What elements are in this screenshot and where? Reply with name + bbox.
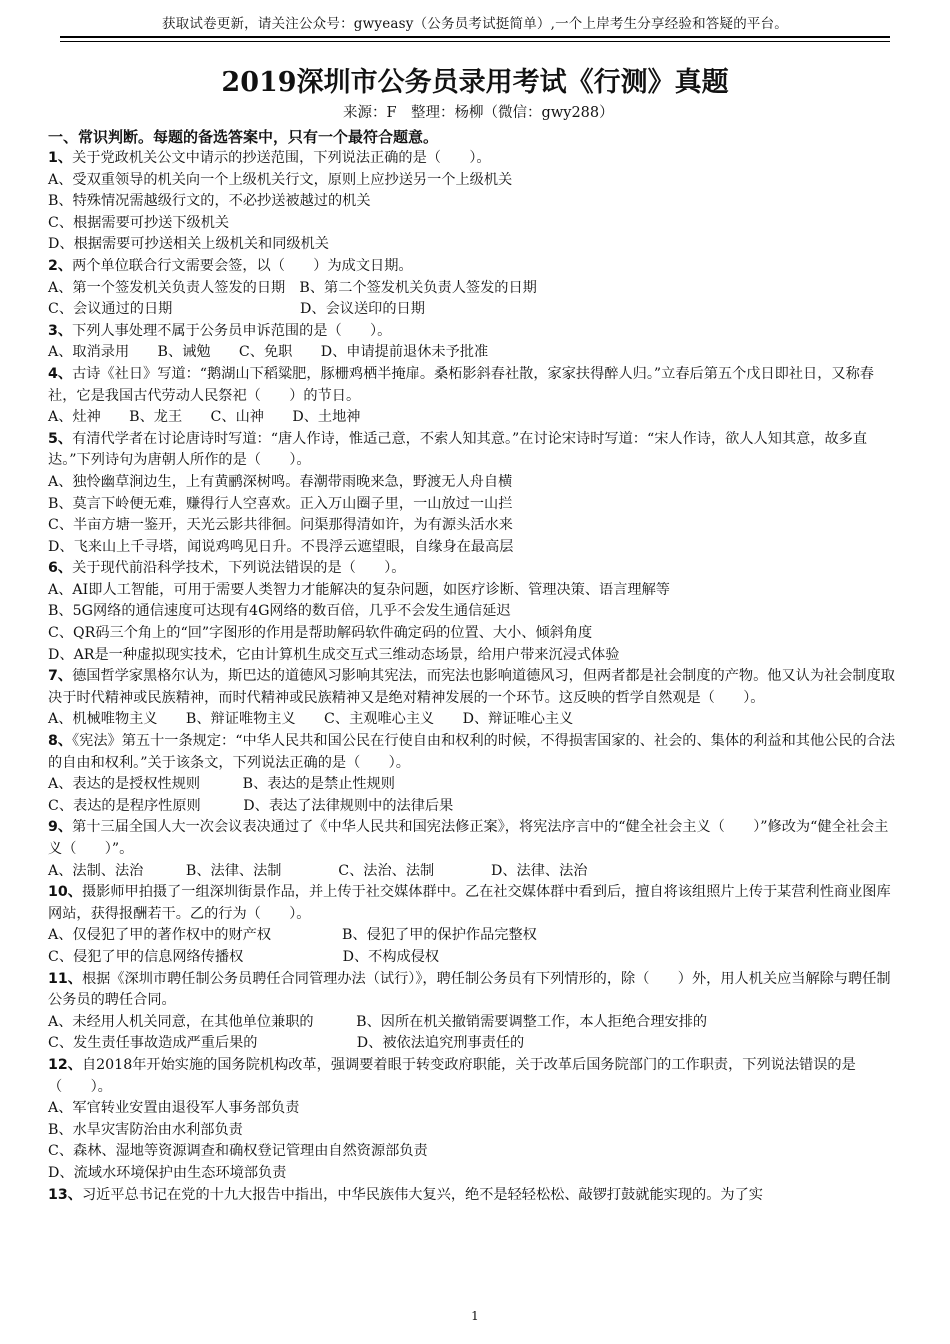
- question-number: 5、: [48, 430, 73, 447]
- answer-option: C、半亩方塘一鉴开，天光云影共徘徊。问渠那得清如许，为有源头活水来: [48, 517, 513, 534]
- answer-option: C、侵犯了甲的信息网络传播权 D、不构成侵权: [48, 948, 440, 965]
- page-title: 2019深圳市公务员录用考试《行测》真题: [221, 67, 729, 98]
- answer-option: C、会议通过的日期 D、会议送印的日期: [48, 301, 425, 318]
- answer-option: C、根据需要可抄送下级机关: [48, 214, 230, 231]
- question-text: 下列人事处理不属于公务员申诉范围的是（ ）。: [72, 322, 392, 339]
- question-number: 7、: [48, 668, 73, 685]
- question-text: 第十三届全国人大一次会议表决通过了《中华人民共和国宪法修正案》，将宪法序言中的“健全社会主义（ ）”修改为“健全社会主义（ ）”。: [48, 819, 889, 857]
- question-block: [48, 731, 898, 817]
- question-block: [48, 1055, 898, 1185]
- question-number: 13、: [48, 1186, 82, 1203]
- question-block: [48, 321, 898, 364]
- question-block: [48, 882, 898, 968]
- question-number: 6、: [48, 560, 73, 577]
- question-text: 《宪法》第五十一条规定：“中华人民共和国公民在行使自由和权利的时候，不得损害国家的、社会的、集体的利益和其他公民的合法的自由和权利。”关于该条文，下列说法正确的是（ ）。: [48, 733, 896, 771]
- header-note: 获取试卷更新，请关注公众号：gwyeasy（公务员考试挺简单）,一个上岸考生分享经验和答疑的平台。: [161, 16, 788, 32]
- question-stem: [48, 558, 898, 580]
- answer-option: A、独怜幽草涧边生，上有黄鹂深树鸣。春潮带雨晚来急，野渡无人舟自横: [48, 473, 513, 490]
- answer-option: B、水旱灾害防治由水利部负责: [48, 1121, 243, 1138]
- answer-option: A、仅侵犯了甲的著作权中的财产权 B、侵犯了甲的保护作品完整权: [48, 927, 537, 944]
- section-heading: 一、常识判断。每题的备选答案中，只有一个最符合题意。: [48, 128, 439, 146]
- question-stem: [48, 666, 898, 709]
- question-stem: [48, 1055, 898, 1098]
- answer-option: D、流域水环境保护由生态环境部负责: [48, 1164, 287, 1181]
- question-text: 习近平总书记在党的十九大报告中指出，中华民族伟大复兴，绝不是轻轻松松、敲锣打鼓就能实现的。为了实: [81, 1186, 763, 1203]
- question-stem: [48, 256, 898, 278]
- answer-option: A、法制、法治 B、法律、法制 C、法治、法制 D、法律、法治: [48, 862, 588, 879]
- question-text: 摄影师甲拍摄了一组深圳街景作品，并上传于社交媒体群中。乙在社交媒体群中看到后，擅自将该组照片上传于某营利性商业图库网站，获得报酬若干。乙的行为（ ）。: [48, 884, 891, 922]
- page-number: 1: [471, 1309, 479, 1323]
- answer-option: A、AI即人工智能，可用于需要人类智力才能解决的复杂问题，如医疗诊断、管理决策、语言理解等: [48, 581, 670, 598]
- answer-option: C、QR码三个角上的“回”字图形的作用是帮助解码软件确定码的位置、大小、倾斜角度: [48, 625, 593, 642]
- answer-option: A、表达的是授权性规则 B、表达的是禁止性规则: [48, 776, 395, 793]
- question-number: 11、: [48, 970, 82, 987]
- question-stem: [48, 882, 898, 925]
- question-text: 关于现代前沿科学技术，下列说法错误的是（ ）。: [72, 560, 406, 577]
- question-list: [48, 148, 898, 1206]
- question-number: 2、: [48, 257, 73, 274]
- question-stem: [48, 364, 898, 407]
- question-number: 4、: [48, 365, 73, 382]
- answer-option: D、飞来山上千寻塔，闻说鸡鸣见日升。不畏浮云遮望眼，自缘身在最高层: [48, 538, 514, 555]
- document-body: [48, 126, 898, 1206]
- question-number: 12、: [48, 1056, 82, 1073]
- question-stem: [48, 1185, 898, 1207]
- question-stem: [48, 817, 898, 860]
- question-block: [48, 558, 898, 666]
- question-stem: [48, 148, 898, 170]
- question-number: 3、: [48, 322, 73, 339]
- answer-option: A、取消录用 B、诫勉 C、免职 D、申请提前退休未予批准: [48, 344, 489, 361]
- question-block: [48, 256, 898, 321]
- question-text: 两个单位联合行文需要会签，以（ ）为成文日期。: [72, 257, 413, 274]
- question-text: 关于党政机关公文中请示的抄送范围，下列说法正确的是（ ）。: [72, 150, 491, 166]
- question-block: [48, 969, 898, 1055]
- source-line: 来源：F 整理：杨柳（微信：gwy288）: [343, 105, 614, 121]
- question-block: [48, 429, 898, 559]
- header-rule-thick: [60, 36, 890, 38]
- question-number: 8、: [48, 733, 73, 750]
- answer-option: A、受双重领导的机关向一个上级机关行文，原则上应抄送另一个上级机关: [48, 171, 513, 188]
- answer-option: A、军官转业安置由退役军人事务部负责: [48, 1100, 300, 1117]
- question-number: 1、: [48, 150, 73, 166]
- answer-option: A、第一个签发机关负责人签发的日期 B、第二个签发机关负责人签发的日期: [48, 279, 537, 296]
- answer-option: A、灶神 B、龙王 C、山神 D、土地神: [48, 409, 361, 426]
- question-text: 自2018年开始实施的国务院机构改革，强调要着眼于转变政府职能，关于改革后国务院部门的工作职责，下列说法错误的是（ ）。: [48, 1056, 856, 1095]
- answer-option: C、发生责任事故造成严重后果的 D、被依法追究刑事责任的: [48, 1035, 525, 1052]
- question-text: 根据《深圳市聘任制公务员聘任合同管理办法（试行）》，聘任制公务员有下列情形的，除（ ）外，用人机关应当解除与聘任制公务员的聘任合同。: [48, 970, 891, 1009]
- question-text: 古诗《社日》写道：“鹅湖山下稻粱肥，豚栅鸡栖半掩扉。桑柘影斜春社散，家家扶得醉人归。”立春后第五个戊日即社日，又称春社，它是我国古代劳动人民祭祀（ ）的节日。: [48, 365, 874, 404]
- answer-option: A、未经用人机关同意，在其他单位兼职的 B、因所在机关撤销需要调整工作，本人拒绝合理安排的: [48, 1013, 708, 1030]
- answer-option: B、莫言下岭便无难，赚得行人空喜欢。正入万山圈子里，一山放过一山拦: [48, 495, 513, 512]
- question-stem: [48, 731, 898, 774]
- question-number: 10、: [48, 884, 82, 901]
- answer-option: B、特殊情况需越级行文的，不必抄送被越过的机关: [48, 193, 371, 210]
- header-rule-thin: [60, 41, 890, 42]
- answer-option: D、AR是一种虚拟现实技术，它由计算机生成交互式三维动态场景，给用户带来沉浸式体验: [48, 646, 620, 663]
- question-block: [48, 817, 898, 882]
- answer-option: A、机械唯物主义 B、辩证唯物主义 C、主观唯心主义 D、辩证唯心主义: [48, 711, 574, 728]
- answer-option: D、根据需要可抄送相关上级机关和同级机关: [48, 236, 329, 253]
- question-number: 9、: [48, 819, 73, 836]
- question-text: 有清代学者在讨论唐诗时写道：“唐人作诗，惟适己意，不索人知其意。”在讨论宋诗时写道：“宋人作诗，欲人人知其意，故多直达。”下列诗句为唐朝人所作的是（ ）。: [48, 430, 868, 469]
- question-stem: [48, 321, 898, 343]
- question-block: [48, 1185, 898, 1207]
- answer-option: C、表达的是程序性原则 D、表达了法律规则中的法律后果: [48, 797, 454, 814]
- question-stem: [48, 969, 898, 1012]
- question-block: [48, 364, 898, 429]
- answer-option: B、5G网络的通信速度可达现有4G网络的数百倍，几乎不会发生通信延迟: [48, 603, 511, 620]
- question-stem: [48, 429, 898, 472]
- question-text: 德国哲学家黑格尔认为，斯巴达的道德风习影响其宪法，而宪法也影响道德风习，但两者都是社会制度的产物。他又认为社会制度取决于时代精神或民族精神，而时代精神或民族精神又是绝对精神发展的一个环节。这反映的哲学自然观是（ ）。: [48, 668, 895, 706]
- answer-option: C、森林、湿地等资源调查和确权登记管理由自然资源部负责: [48, 1143, 428, 1160]
- question-block: [48, 666, 898, 731]
- question-block: [48, 148, 898, 256]
